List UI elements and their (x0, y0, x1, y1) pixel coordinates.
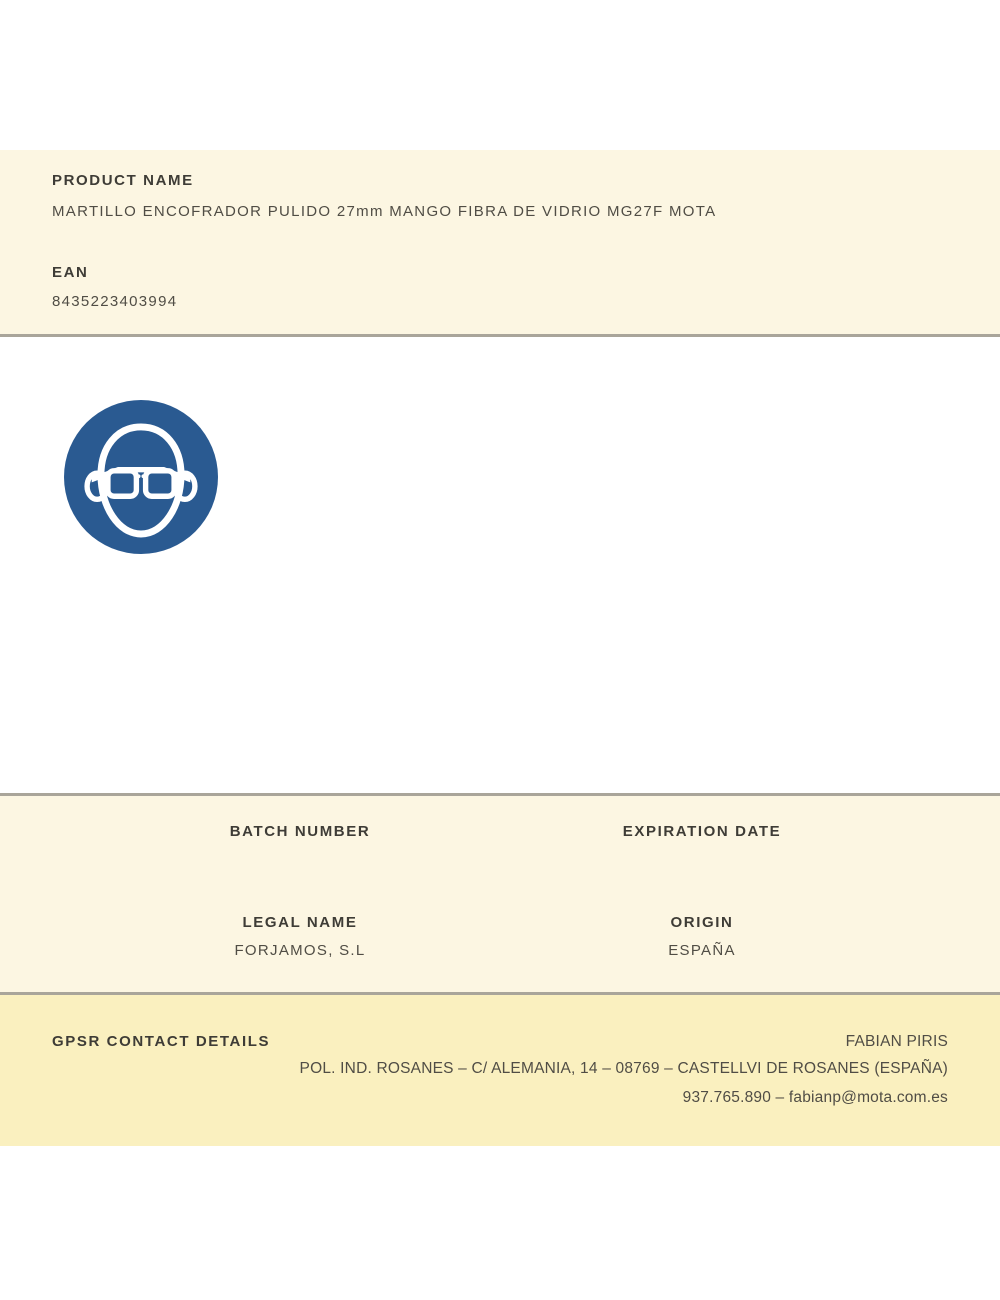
batch-origin-section (0, 796, 1000, 992)
gpsr-contact-heading: GPSR CONTACT DETAILS (52, 1033, 271, 1050)
legal-name-label: LEGAL NAME (242, 914, 358, 931)
legal-name-value: FORJAMOS, S.L (234, 942, 366, 959)
product-name-label: PRODUCT NAME (52, 172, 194, 189)
gpsr-contact-phone-email: 937.765.890 – fabianp@mota.com.es (682, 1089, 948, 1106)
product-name-value: MARTILLO ENCOFRADOR PULIDO 27mm MANGO FIBRA DE VIDRIO MG27F MOTA (52, 203, 717, 220)
ean-value: 8435223403994 (52, 293, 178, 310)
wear-eye-protection-icon (64, 400, 218, 554)
batch-number-label: BATCH NUMBER (229, 823, 371, 840)
gpsr-contact-section (0, 995, 1000, 1146)
gpsr-contact-name: FABIAN PIRIS (845, 1033, 948, 1050)
product-info-section (0, 150, 1000, 334)
origin-label: ORIGIN (670, 914, 734, 931)
gpsr-contact-address: POL. IND. ROSANES – C/ ALEMANIA, 14 – 08769 – CASTELLVI DE ROSANES (ESPAÑA) (299, 1060, 948, 1077)
origin-value: ESPAÑA (668, 942, 736, 959)
divider-line (0, 334, 1000, 337)
ean-label: EAN (52, 264, 89, 281)
expiration-date-label: EXPIRATION DATE (622, 823, 782, 840)
